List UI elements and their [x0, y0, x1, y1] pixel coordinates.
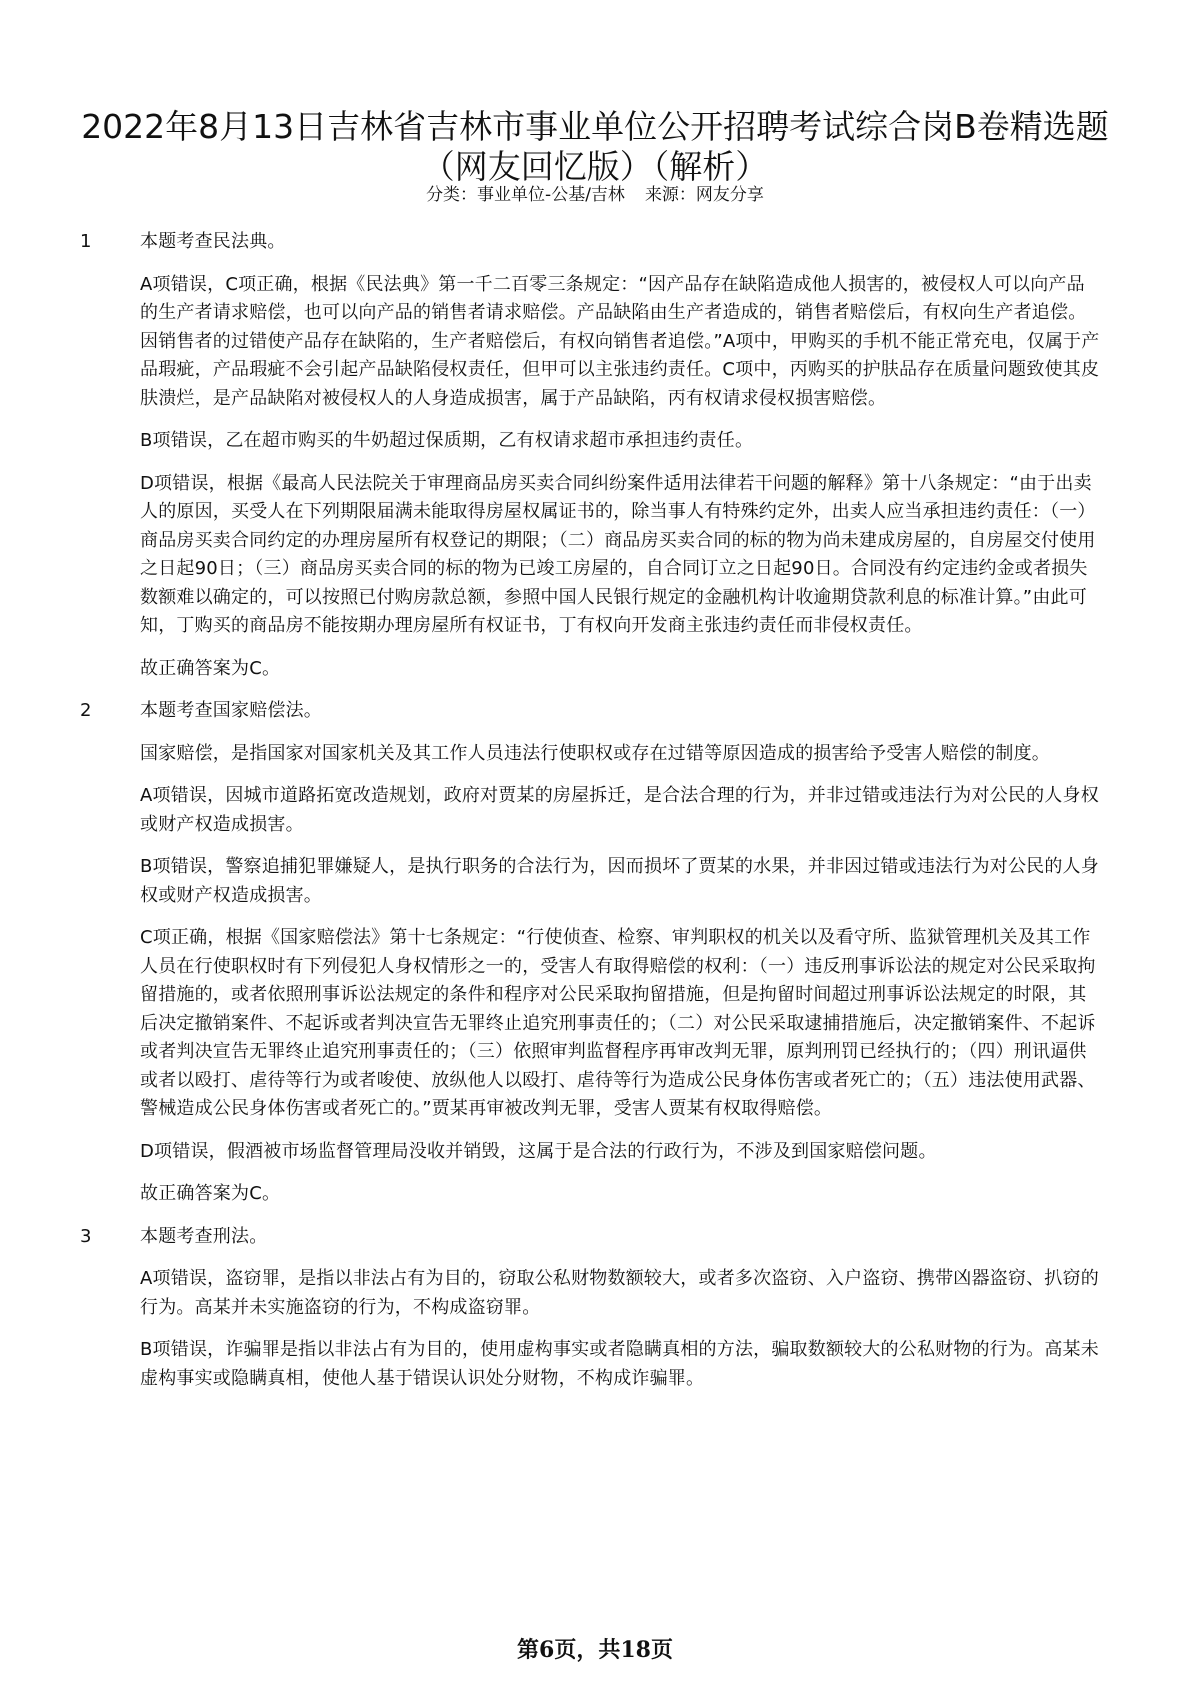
- question-block: [80, 697, 1100, 1209]
- question-number: 1: [80, 231, 92, 252]
- explanation-paragraph: A项错误，盗窃罪，是指以非法占有为目的，窃取公私财物数额较大，或者多次盗窃、入户盗窃、携带凶器盗窃、扒窃的行为。高某并未实施盗窃的行为，不构成盗窃罪。: [140, 1268, 1099, 1318]
- question-block: [80, 1223, 1100, 1394]
- question-topic: 本题考查国家赔偿法。: [140, 700, 322, 721]
- meta-line: [0, 184, 1190, 206]
- question-block: [80, 228, 1100, 683]
- explanation-paragraph: B项错误，警察追捕犯罪嫌疑人，是执行职务的合法行为，因而损坏了贾某的水果，并非因过错或违法行为对公民的人身权或财产权造成损害。: [140, 856, 1099, 906]
- explanation-paragraph: A项错误，C项正确，根据《民法典》第一千二百零三条规定：“因产品存在缺陷造成他人损害的，被侵权人可以向产品的生产者请求赔偿，也可以向产品的销售者请求赔偿。产品缺陷由生产者造成的，销售者赔偿后，有权向生产者追偿。因销售者的过错使产品存在缺陷的，生产者赔偿后，有权向销售者追偿。”A项中，甲购买的手机不能正常充电，仅属于产品瑕疵，产品瑕疵不会引起产品缺陷侵权责任，但甲可以主张违约责任。C项中，丙购买的护肤品存在质量问题致使其皮肤溃烂，是产品缺陷对被侵权人的人身造成损害，属于产品缺陷，丙有权请求侵权损害赔偿。: [140, 273, 1100, 409]
- explanation-paragraph: 故正确答案为C。: [140, 1183, 281, 1204]
- explanation-paragraph: B项错误，诈骗罪是指以非法占有为目的，使用虚构事实或者隐瞒真相的方法，骗取数额较大的公私财物的行为。高某未虚构事实或隐瞒真相，使他人基于错误认识处分财物，不构成诈骗罪。: [140, 1339, 1099, 1389]
- explanation-paragraph: 国家赔偿，是指国家对国家机关及其工作人员违法行使职权或存在过错等原因造成的损害给予受害人赔偿的制度。: [140, 742, 1050, 764]
- question-topic: 本题考查民法典。: [140, 231, 286, 252]
- explanation-paragraph: 故正确答案为C。: [140, 657, 281, 679]
- source-label: 来源：网友分享: [644, 185, 764, 205]
- page-footer: 第6页，共18页: [517, 1637, 673, 1663]
- explanation-paragraph: C项正确，根据《国家赔偿法》第十七条规定：“行使侦查、检察、审判职权的机关以及看守所、监狱管理机关及其工作人员在行使职权时有下列侵犯人身权情形之一的，受害人有取得赔偿的权利：（一）违反刑事诉讼法的规定对公民采取拘留措施的，或者依照刑事诉讼法规定的条件和程序对公民采取拘留措施，但是拘留时间超过刑事诉讼法规定的时限，其后决定撤销案件、不起诉或者判决宣告无罪终止追究刑事责任的；（二）对公民采取逮捕措施后，决定撤销案件、不起诉或者判决宣告无罪终止追究刑事责任的；（三）依照审判监督程序再审改判无罪，原判刑罚已经执行的；（四）刑讯逼供或者以殴打、虐待等行为或者唆使、放纵他人以殴打、虐待等行为造成公民身体伤害或者死亡的；（五）违法使用武器、警械造成公民身体伤害或者死亡的。”贾某再审被改判无罪，受害人贾某有权取得赔偿。: [140, 927, 1096, 1119]
- category-label: 分类：事业单位-公基/吉林: [426, 185, 625, 205]
- explanation-paragraph: B项错误，乙在超市购买的牛奶超过保质期，乙有权请求超市承担违约责任。: [140, 430, 754, 451]
- explanation-paragraph: A项错误，因城市道路拓宽改造规划，政府对贾某的房屋拆迁，是合法合理的行为，并非过错或违法行为对公民的人身权或财产权造成损害。: [140, 785, 1099, 835]
- question-list: [80, 228, 1100, 1407]
- question-number: 3: [80, 1225, 92, 1247]
- explanation-paragraph: D项错误，假酒被市场监督管理局没收并销毁，这属于是合法的行政行为，不涉及到国家赔偿问题。: [140, 1140, 937, 1162]
- page-title: 2022年8月13日吉林省吉林市事业单位公开招聘考试综合岗B卷精选题（网友回忆版）（解析）: [81, 107, 1109, 187]
- question-number: 2: [80, 700, 92, 721]
- question-topic: 本题考查刑法。: [140, 1225, 268, 1247]
- explanation-paragraph: D项错误，根据《最高人民法院关于审理商品房买卖合同纠纷案件适用法律若干问题的解释》第十八条规定：“由于出卖人的原因，买受人在下列期限届满未能取得房屋权属证书的，除当事人有特殊约定外，出卖人应当承担违约责任：（一）商品房买卖合同约定的办理房屋所有权登记的期限；（二）商品房买卖合同的标的物为尚未建成房屋的，自房屋交付使用之日起90日；（三）商品房买卖合同的标的物为已竣工房屋的，自合同订立之日起90日。合同没有约定违约金或者损失数额难以确定的，可以按照已付购房款总额，参照中国人民银行规定的金融机构计收逾期贷款利息的标准计算。”由此可知，丁购买的商品房不能按期办理房屋所有权证书，丁有权向开发商主张违约责任而非侵权责任。: [140, 472, 1096, 636]
